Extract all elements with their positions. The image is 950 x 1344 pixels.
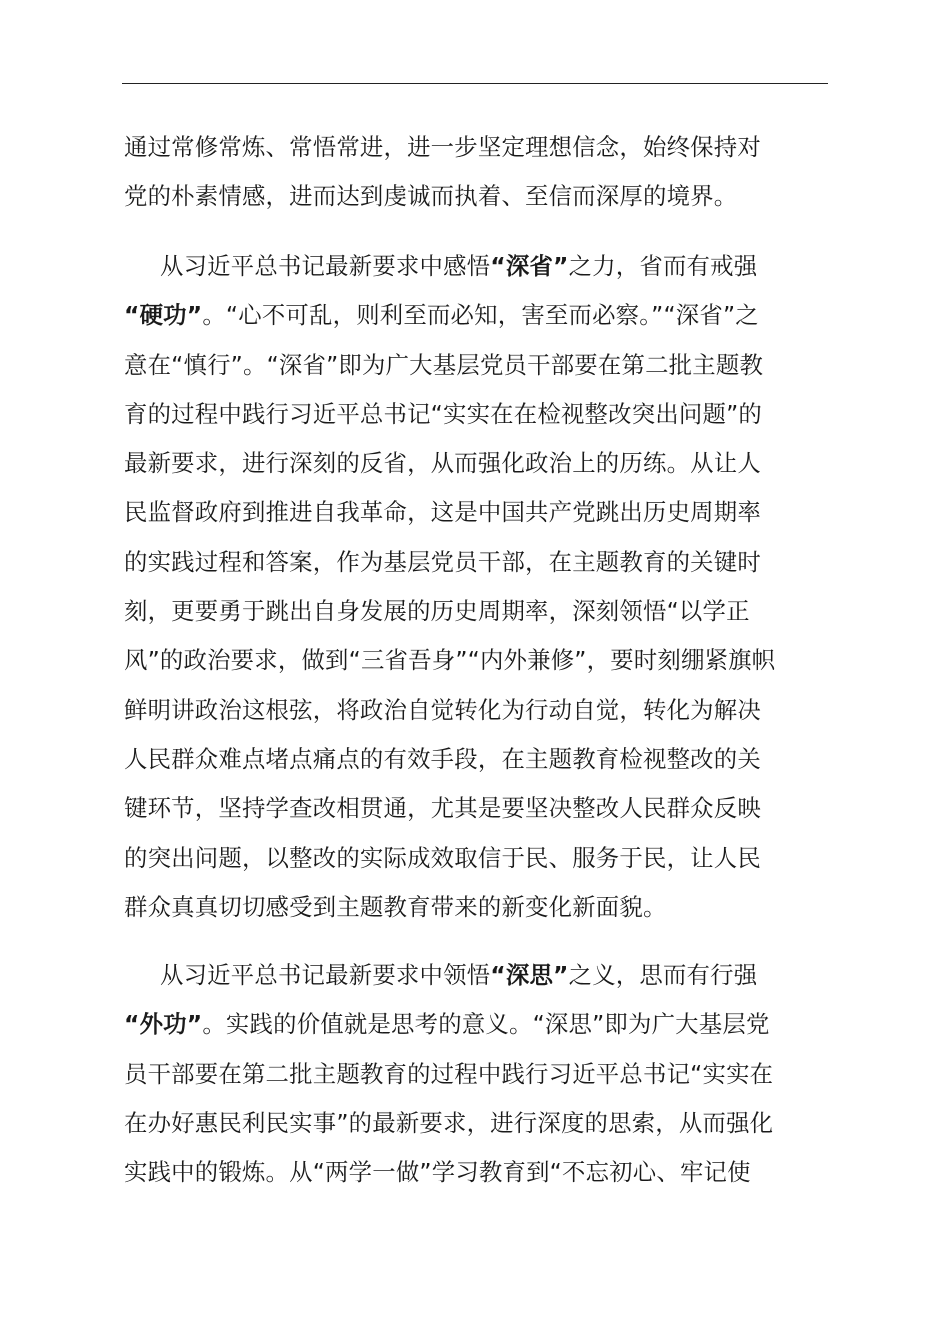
text-line: 风”的政治要求，做到“三省吾身”“内外兼修”，要时刻绷紧旗帜 xyxy=(124,646,776,675)
header-rule xyxy=(122,83,828,84)
text-line: 实践中的锻炼。从“两学一做”学习教育到“不忘初心、牢记使 xyxy=(124,1158,751,1187)
text-line: 党的朴素情感，进而达到虔诚而执着、至信而深厚的境界。 xyxy=(124,182,738,211)
text-line: 刻，更要勇于跳出自身发展的历史周期率，深刻领悟“以学正 xyxy=(124,597,750,626)
text-line: 最新要求，进行深刻的反省，从而强化政治上的历练。从让人 xyxy=(124,449,761,478)
paragraph-lead-text: 。实践的价值就是思考的意义。“深思”即为广大基层党 xyxy=(202,1010,770,1039)
text-line: 民监督政府到推进自我革命，这是中国共产党跳出历史周期率 xyxy=(124,498,761,527)
text-line: 育的过程中践行习近平总书记“实实在在检视整改突出问题”的 xyxy=(124,399,762,428)
text-line xyxy=(124,291,828,340)
paragraph-1 xyxy=(124,123,828,222)
text-line: 鲜明讲政治这根弦，将政治自觉转化为行动自觉，转化为解决 xyxy=(124,695,761,724)
paragraph-lead-text: 之义，思而有行强 xyxy=(568,961,758,989)
keyword-emphasis: “硬功” xyxy=(124,301,203,330)
paragraph-lead-line xyxy=(124,951,828,1000)
text-line: 员干部要在第二批主题教育的过程中践行习近平总书记“实实在 xyxy=(124,1059,774,1088)
text-line: 的突出问题，以整改的实际成效取信于民、服务于民，让人民 xyxy=(124,843,761,872)
text-line: 键环节，坚持学查改相贯通，尤其是要坚决整改人民群众反映 xyxy=(124,794,761,823)
paragraph-2 xyxy=(124,242,828,932)
text-line: 的实践过程和答案，作为基层党员干部，在主题教育的关键时 xyxy=(124,547,761,576)
text-line: 意在“慎行”。“深省”即为广大基层党员干部要在第二批主题教 xyxy=(124,350,764,379)
text-line: 通过常修常炼、常悟常进，进一步坚定理想信念，始终保持对 xyxy=(124,133,761,161)
text-line: 在办好惠民利民实事”的最新要求，进行深度的思索，从而强化 xyxy=(124,1108,774,1137)
paragraph-3 xyxy=(124,951,828,1197)
paragraph-lead-line xyxy=(124,242,828,291)
keyword-emphasis: “深思” xyxy=(490,961,569,989)
keyword-emphasis: “深省” xyxy=(490,252,569,280)
paragraph-lead-text: 。“心不可乱，则利至而必知，害至而必察。”“深省”之 xyxy=(202,301,759,330)
paragraph-lead-text: 从习近平总书记最新要求中领悟 xyxy=(160,961,491,989)
paragraph-lead-text: 之力，省而有戒强 xyxy=(568,252,758,280)
keyword-emphasis: “外功” xyxy=(124,1010,203,1039)
text-line xyxy=(124,1000,828,1049)
text-line: 群众真真切切感受到主题教育带来的新变化新面貌。 xyxy=(124,892,667,921)
paragraph-lead-text: 从习近平总书记最新要求中感悟 xyxy=(160,252,491,280)
text-line: 人民群众难点堵点痛点的有效手段，在主题教育检视整改的关 xyxy=(124,744,761,773)
